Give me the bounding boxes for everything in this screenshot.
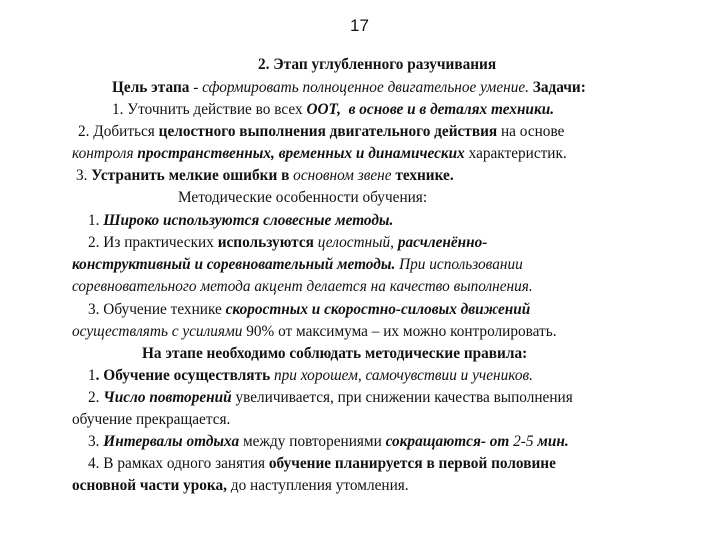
rule-4-plan: обучение планируется в первой половине: [268, 455, 556, 472]
method-2-line-1: [88, 233, 487, 253]
method-1-text: Широко используются словесные методы.: [103, 212, 394, 229]
task-2-bold: целостного выполнения двигательного действия: [158, 123, 498, 140]
rule-3-line: [88, 432, 569, 452]
task-2-control: контроля: [72, 145, 138, 162]
rules-heading-line: [142, 344, 527, 364]
method-2-holistic: целостный,: [313, 234, 398, 251]
method-1-line: [88, 211, 393, 231]
task-2-end: характеристик.: [464, 145, 567, 162]
rules-heading: На этапе необходимо соблюдать методические правила:: [142, 345, 528, 362]
methods-heading: Методические особенности обучения:: [178, 189, 428, 206]
rule-4-start: 4. В рамках одного занятия: [88, 455, 269, 472]
method-2-constructive: конструктивный и соревновательный методы.: [72, 256, 396, 273]
task-1-end: в основе и в деталях техники.: [348, 101, 555, 118]
goal-label: Цель этапа: [112, 79, 190, 96]
method-1-num: 1.: [88, 212, 104, 229]
rule-2-repetitions: Число повторений: [103, 389, 232, 406]
page-number: 17: [350, 16, 369, 35]
rule-1-text: при хорошем, самочувствии и учеников.: [274, 367, 533, 384]
method-3-percent: 90% от максимума – их можно контролировать.: [246, 323, 557, 340]
section-title-line: [258, 55, 496, 75]
rule-1-line: [88, 366, 533, 386]
task-3-bold: Устранить мелкие ошибки в: [91, 167, 294, 184]
rule-2-end: обучение прекращается.: [72, 411, 231, 428]
method-2-dissected: расчленённо-: [397, 234, 488, 251]
goal-text: сформировать полноценное двигательное умение.: [202, 79, 529, 96]
rule-2-num: 2.: [88, 389, 104, 406]
rule-3-range: 2-5: [509, 433, 538, 450]
task-3-num: 3.: [76, 167, 92, 184]
rule-4-line-1: [88, 454, 556, 474]
rule-3-between: между повторениями: [239, 433, 386, 450]
method-2-line-2: [72, 255, 523, 275]
method-3-line-1: [88, 300, 530, 320]
task-2-tail: на основе: [497, 123, 565, 140]
task-2-line-1: [78, 122, 564, 142]
method-2-competitive: соревновательного метода акцент делается на качество выполнения.: [72, 278, 533, 295]
method-3-movements: скоростных и скоростно-силовых движений: [225, 301, 531, 318]
task-1-start: 1. Уточнить действие во всех: [112, 101, 307, 118]
method-3-perform: осуществлять с усилиями: [72, 323, 247, 340]
rule-1-num: 1: [88, 367, 96, 384]
task-3-end: технике.: [391, 167, 454, 184]
method-2-used: используются: [217, 234, 314, 251]
rule-3-unit: мин.: [537, 433, 569, 450]
rule-3-rest: Интервалы отдыха: [103, 433, 240, 450]
method-2-when-using: При использовании: [395, 256, 523, 273]
method-3-line-2: [72, 322, 557, 342]
method-2-start: 2. Из практических: [88, 234, 218, 251]
task-1-oot: ООТ,: [306, 101, 341, 118]
rule-2-line-1: [88, 388, 573, 408]
task-3-line: [76, 166, 454, 186]
rule-3-num: 3.: [88, 433, 104, 450]
method-2-line-3: [72, 277, 533, 297]
tasks-label: Задачи:: [532, 79, 586, 96]
rule-2-text: увеличивается, при снижении качества выполнения: [231, 389, 573, 406]
task-2-start: 2. Добиться: [78, 123, 159, 140]
section-title: 2. Этап углубленного разучивания: [258, 56, 497, 73]
rule-4-end: до наступления утомления.: [226, 477, 409, 494]
rule-3-reduced: сокращаются- от: [385, 433, 510, 450]
goal-line: [112, 78, 586, 98]
rule-4-main-part: основной части урока,: [72, 477, 227, 494]
task-2-characteristics: пространственных, временных и динамических: [137, 145, 465, 162]
rule-2-line-2: [72, 410, 230, 430]
task-3-italic: основном звене: [293, 167, 392, 184]
rule-4-line-2: [72, 476, 409, 496]
task-1-line: [112, 100, 554, 120]
task-2-line-2: [72, 144, 567, 164]
goal-dash: -: [189, 79, 203, 96]
rule-1-dot: . Обучение осуществлять: [95, 367, 274, 384]
method-3-start: 3. Обучение технике: [88, 301, 226, 318]
